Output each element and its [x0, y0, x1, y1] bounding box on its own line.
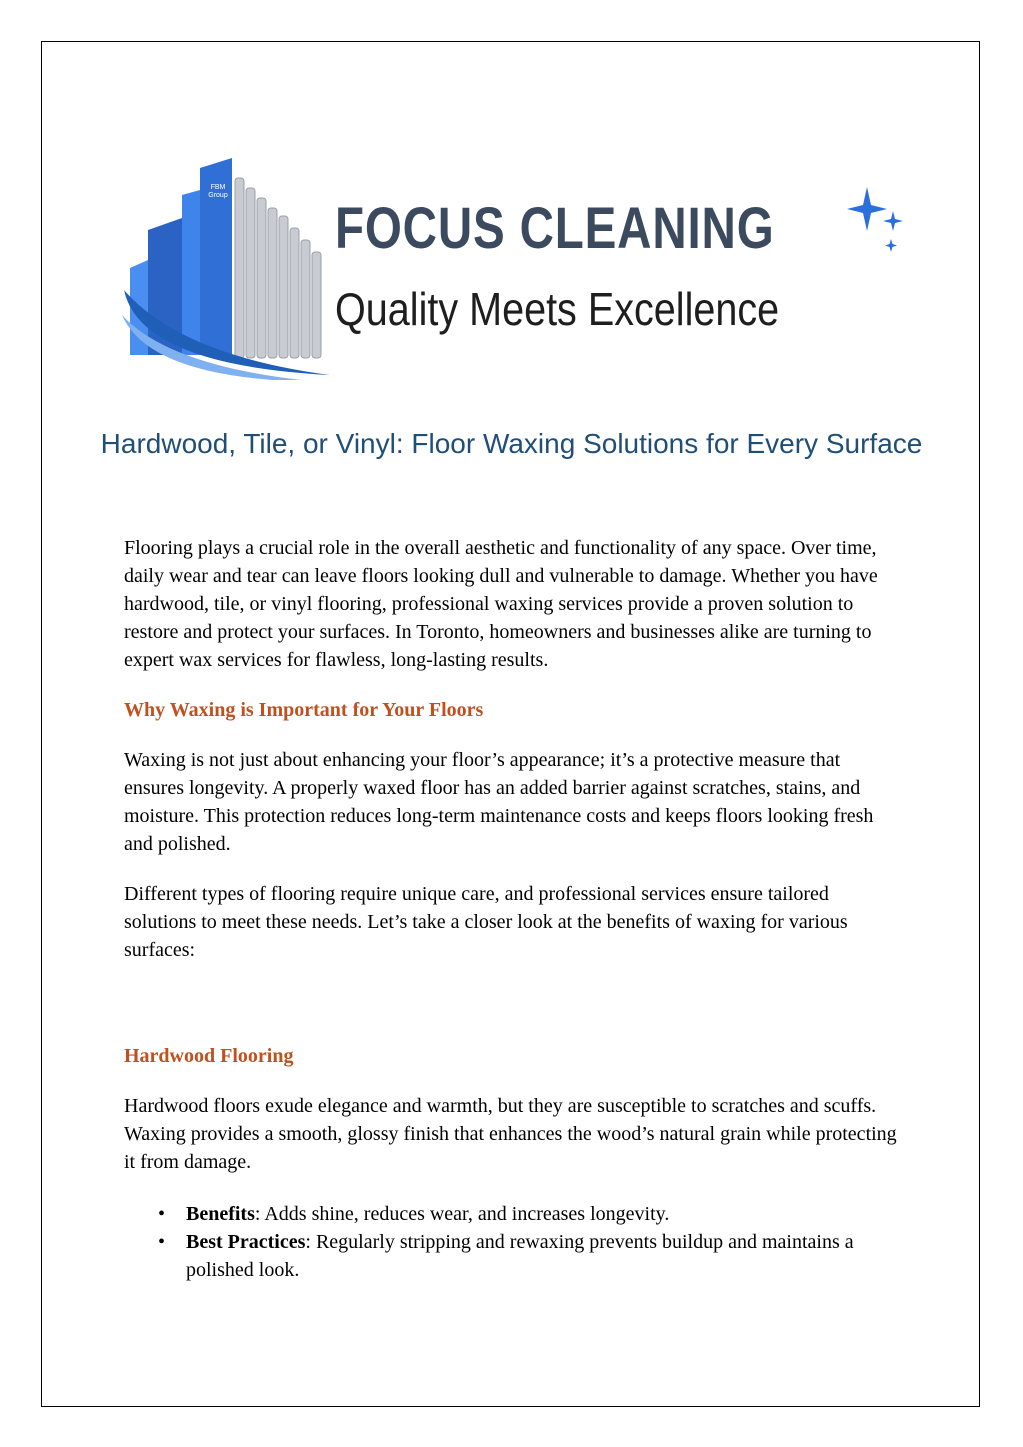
document-body — [124, 534, 904, 1284]
bullet-text: : Adds shine, reduces wear, and increases longevity. — [254, 1203, 670, 1225]
company-tagline: Quality Meets Excellence — [335, 283, 780, 335]
list-item — [124, 1200, 904, 1228]
buildings-logo-graphic — [120, 150, 340, 380]
fbm-group-badge: FBM Group — [208, 184, 228, 200]
section-heading-hardwood: Hardwood Flooring — [124, 1045, 294, 1067]
section-heading-why-waxing: Why Waxing is Important for Your Floors — [124, 699, 484, 721]
bullet-label: Benefits — [186, 1203, 255, 1225]
bullet-text: : Regularly stripping and rewaxing prevents buildup and maintains a polished look. — [186, 1231, 854, 1281]
company-name: FOCUS CLEANING — [335, 196, 775, 261]
hardwood-bullet-list — [124, 1200, 904, 1284]
intro-paragraph: Flooring plays a crucial role in the overall aesthetic and functionality of any space. Over time, daily wear and tear can leave floors looking dull and vulnerable to damage. Whether you have hardwood, tile, or vinyl flooring, professional waxing services provide a proven solution to restore and protect your surfaces. In Toronto, homeowners and businesses alike are turning to expert wax services for flawless, long-lasting results. — [124, 537, 878, 671]
bullet-label: Best Practices — [186, 1231, 306, 1253]
list-item — [124, 1228, 904, 1284]
paragraph: Different types of flooring require unique care, and professional services ensure tailored solutions to meet these needs. Let’s take a closer look at the benefits of waxing for various surfaces: — [124, 883, 848, 961]
paragraph: Hardwood floors exude elegance and warmth, but they are susceptible to scratches and scuffs. Waxing provides a smooth, glossy finish that enhances the wood’s natural grain while protecting it from damage. — [124, 1095, 897, 1173]
company-logo — [120, 150, 910, 380]
document-title: Hardwood, Tile, or Vinyl: Floor Waxing Solutions for Every Surface — [100, 428, 923, 459]
paragraph: Waxing is not just about enhancing your floor’s appearance; it’s a protective measure that ensures longevity. A properly waxed floor has an added barrier against scratches, stains, and moisture. This protection reduces long-term maintenance costs and keeps floors looking fresh and polished. — [124, 749, 874, 855]
